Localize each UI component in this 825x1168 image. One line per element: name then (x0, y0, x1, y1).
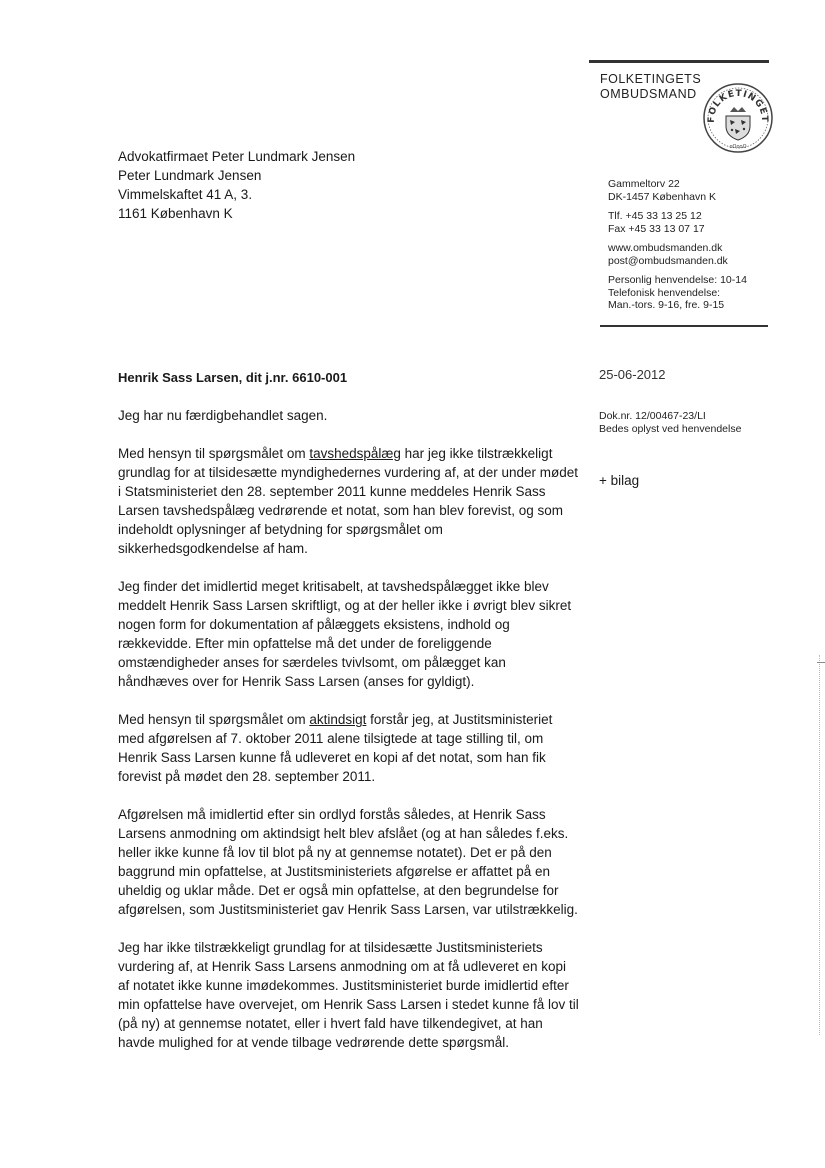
sender-website: www.ombudsmanden.dk (608, 242, 723, 254)
paragraph-4-rest: forstår jeg, at Justitsministeriet med afgørelsen af 7. oktober 2011 alene tilsigtede at tage stilling til, om Henrik Sass Larsen kunne få udleveret en kopi af det notat, som han fik forevist på mødet den 28. september 2011. (118, 712, 553, 784)
paragraph-3: Jeg finder det imidlertid meget kritisabelt, at tavshedspålægget ikke blev meddelt Henrik Sass Larsen skriftligt, og at der heller ikke i øvrigt blev sikret nogen form for dokumentation af pålæggets eksistens, indhold og rækkevidde. Efter min opfattelse må det under de foreliggende omstændigheder anses for særdeles tvivlsomt, om pålægget kan håndhæves over for Henrik Sass Larsen (anses for gyldigt). (118, 579, 572, 689)
sender-contact-block (608, 178, 747, 319)
paragraph-4-lead: Med hensyn til spørgsmålet om (118, 712, 310, 727)
sender-phone: Tlf. +45 33 13 25 12 (608, 210, 702, 222)
scan-edge-mark (819, 655, 821, 1035)
recipient-line-3: Vimmelskaftet 41 A, 3. (118, 187, 253, 202)
sender-fax: Fax +45 33 13 07 17 (608, 222, 705, 235)
sender-address-2: DK-1457 København K (608, 190, 716, 203)
paragraph-6: Jeg har ikke tilstrækkeligt grundlag for at tilsidesætte Justitsministeriets vurdering af, at Henrik Sass Larsens anmodning om at få udleveret en kopi af notatet ikke kunne imødekommes. Justitsministeriet burde imidlertid efter min opfattelse have overvejet, om Henrik Sass Larsen i stedet kunne få lov til (på ny) at gennemse notatet, eller i hvert fald have tilkendegivet, at han havde mulighed for at vende tilbage vedrørende dette spørgsmål. (118, 940, 579, 1050)
opening-hours-2: Telefonisk henvendelse: (608, 286, 721, 299)
organization-name (600, 72, 701, 102)
seal-text: FOLKETINGET (706, 88, 770, 123)
letter-date: 25-06-2012 (599, 367, 666, 382)
recipient-address (118, 147, 355, 223)
org-line-2: OMBUDSMAND (600, 87, 697, 101)
underlined-term-aktindsigt: aktindsigt (309, 712, 367, 727)
sender-address-1: Gammeltorv 22 (608, 178, 680, 190)
folketinget-seal-icon (702, 82, 774, 154)
scan-edge-tick (817, 662, 825, 663)
opening-hours-3: Man.-tors. 9-16, fre. 9-15 (608, 299, 725, 311)
paragraph-1: Jeg har nu færdigbehandlet sagen. (118, 408, 328, 423)
attachment-note: + bilag (599, 473, 640, 488)
paragraph-2 (118, 444, 580, 558)
letter-body (118, 406, 580, 1071)
document-number: Dok.nr. 12/00467-23/LI (599, 410, 706, 422)
recipient-line-2: Peter Lundmark Jensen (118, 168, 262, 183)
letter-subject: Henrik Sass Larsen, dit j.nr. 6610-001 (118, 370, 348, 385)
header-top-rule (589, 60, 769, 63)
document-reference (599, 410, 741, 436)
underlined-term-tavshedspalaeg: tavshedspålæg (309, 446, 401, 461)
paragraph-2-lead: Med hensyn til spørgsmålet om (118, 446, 310, 461)
paragraph-4 (118, 710, 580, 786)
paragraph-5: Afgørelsen må imidlertid efter sin ordlyd forstås således, at Henrik Sass Larsens anmodning om aktindsigt helt blev afslået (og at han således f.eks. heller ikke kunne få lov til blot på ny at gennemse notatet). Det er på den baggrund min opfattelse, at Justitsministeriets afgørelse er affattet på en uheldig og uklar måde. Det er også min opfattelse, at den begrundelse for afgørelsen, som Justitsministeriet gav Henrik Sass Larsen, var utilstrækkelig. (118, 807, 578, 917)
recipient-line-1: Advokatfirmaet Peter Lundmark Jensen (118, 149, 356, 164)
paragraph-2-rest: har jeg ikke tilstrækkeligt grundlag for at tilsidesætte myndighedernes vurdering af, at der under mødet i Statsministeriet den 28. september 2011 kunne meddeles Henrik Sass Larsen tavshedspålæg vedrørende et notat, som han blev forevist, og som indeholdt oplysninger af betydning for spørgsmålet om sikkerhedsgodkendelse af ham. (118, 446, 579, 556)
opening-hours-1: Personlig henvendelse: 10-14 (608, 274, 747, 286)
contact-bottom-rule (600, 325, 768, 327)
svg-text:oOooO: oOooO (729, 144, 747, 150)
org-line-1: FOLKETINGETS (600, 72, 702, 86)
document-number-note: Bedes oplyst ved henvendelse (599, 423, 742, 435)
sender-email: post@ombudsmanden.dk (608, 254, 728, 267)
recipient-line-4: 1161 København K (118, 206, 233, 221)
